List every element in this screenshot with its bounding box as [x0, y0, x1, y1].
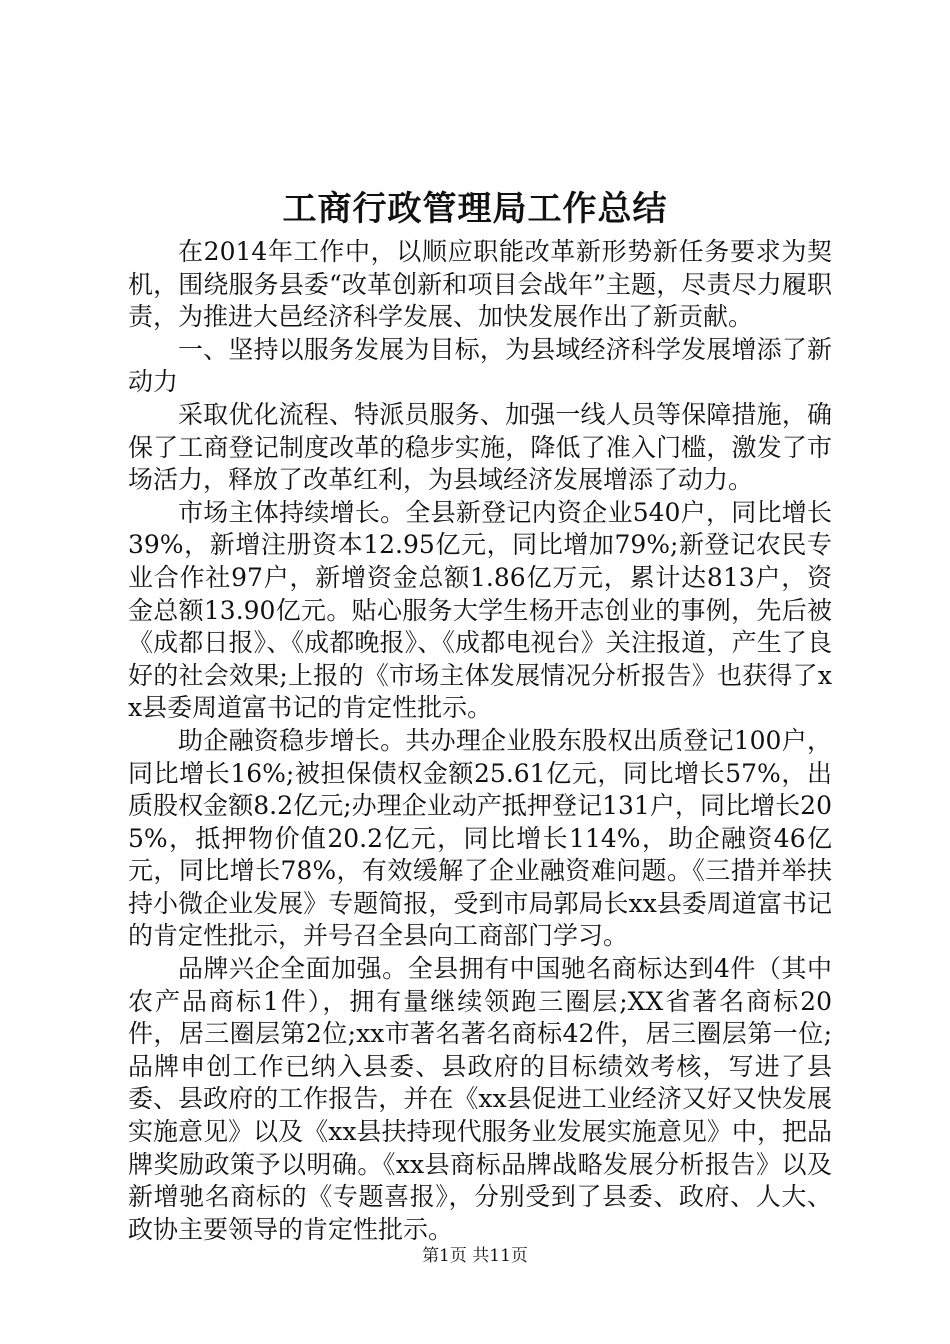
- document-body: [128, 236, 832, 1246]
- paragraph-market-entities: 市场主体持续增长。全县新登记内资企业540户，同比增长39%，新增注册资本12.95亿元，同比增加79%;新登记农民专业合作社97户，新增资金总额1.86亿万元，累计达813户，资金总额13.90亿元。贴心服务大学生杨开志创业的事例，先后被《成都日报》、《成都晚报》、《成都电视台》关注报道，产生了良好的社会效果;上报的《市场主体发展情况分析报告》也获得了xx县委周道富书记的肯定性批示。: [128, 497, 832, 723]
- paragraph-intro: 在2014年工作中，以顺应职能改革新形势新任务要求为契机，围绕服务县委“改革创新和项目会战年”主题，尽责尽力履职责，为推进大邑经济科学发展、加快发展作出了新贡献。: [128, 237, 832, 332]
- page-footer: 第1页 共11页: [422, 1246, 528, 1266]
- document-title: 工商行政管理局工作总结: [282, 189, 668, 229]
- paragraph-financing: 助企融资稳步增长。共办理企业股东股权出质登记100户，同比增长16%;被担保债权金额25.61亿元，同比增长57%，出质股权金额8.2亿元;办理企业动产抵押登记131户，同比增长205%，抵押物价值20.2亿元，同比增长114%，助企融资46亿元，同比增长78%，有效缓解了企业融资难问题。《三措并举扶持小微企业发展》专题简报，受到市局郭局长xx县委周道富书记的肯定性批示，并号召全县向工商部门学习。: [128, 725, 832, 951]
- section-heading-1: 一、坚持以服务发展为目标，为县域经济科学发展增添了新动力: [128, 334, 832, 397]
- paragraph-measures: 采取优化流程、特派员服务、加强一线人员等保障措施，确保了工商登记制度改革的稳步实施，降低了准入门槛，激发了市场活力，释放了改革红利，为县域经济发展增添了动力。: [128, 399, 832, 495]
- paragraph-brands: 品牌兴企全面加强。全县拥有中国驰名商标达到4件（其中农产品商标1件），拥有量继续领跑三圈层;XX省著名商标20件，居三圈层第2位;xx市著名著名商标42件，居三圈层第一位;品牌申创工作已纳入县委、县政府的目标绩效考核，写进了县委、县政府的工作报告，并在《xx县促进工业经济又好又快发展实施意见》以及《xx县扶持现代服务业发展实施意见》中，把品牌奖励政策予以明确。《xx县商标品牌战略发展分析报告》以及新增驰名商标的《专题喜报》，分别受到了县委、政府、人大、政协主要领导的肯定性批示。: [128, 954, 832, 1244]
